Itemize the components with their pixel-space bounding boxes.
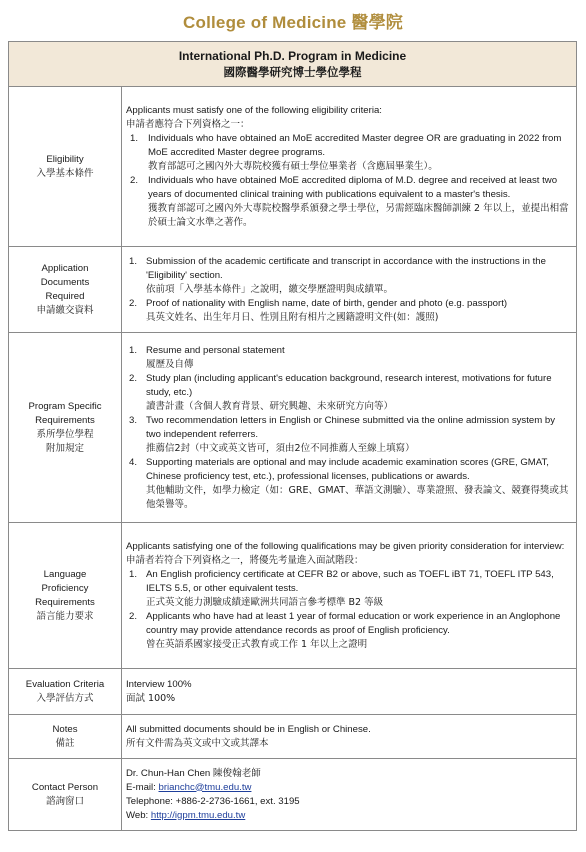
notes-label-zh: 備註: [55, 737, 75, 749]
evaluation-text-en: Interview 100%: [126, 678, 192, 690]
language-label-en-2: Proficiency: [41, 582, 89, 594]
program-specific-label-en-2: Requirements: [35, 414, 95, 426]
college-title: College of Medicine 醫學院: [183, 13, 403, 32]
application-content: [122, 247, 577, 333]
list-item-text-en: Resume and personal statement: [146, 344, 285, 356]
list-item: [126, 344, 570, 372]
application-label-en-3: Required: [45, 290, 85, 302]
program-header: [9, 42, 577, 87]
table-header-row: [9, 42, 577, 87]
contact-content: [122, 759, 577, 831]
application-list: [126, 255, 570, 325]
language-label: [9, 523, 122, 669]
language-label-zh: 語言能力要求: [36, 610, 94, 622]
contact-email-link[interactable]: brianchc@tmu.edu.tw: [158, 781, 252, 793]
application-label-en-2: Documents: [40, 276, 90, 288]
list-item-text-en: Individuals who have obtained MoE accredited diploma of M.D. degree and received at least two years of documented clinical training with publications equivalent to a master's thesis.: [148, 174, 558, 200]
evaluation-row: [9, 669, 577, 715]
list-item: [126, 610, 570, 652]
program-title-en: International Ph.D. Program in Medicine: [178, 49, 407, 63]
list-item-number: 4.: [129, 456, 138, 468]
application-row: [9, 247, 577, 333]
list-item: [126, 297, 570, 325]
program-specific-list: [126, 344, 570, 512]
evaluation-label-en: Evaluation Criteria: [25, 678, 105, 690]
language-intro-zh: 申請者若符合下列資格之一，將優先考量進入面試階段：: [126, 554, 364, 566]
list-item: [126, 174, 570, 230]
evaluation-label: [9, 669, 122, 715]
list-item: [126, 372, 570, 414]
program-specific-label: [9, 333, 122, 523]
eligibility-intro-zh: 申請者應符合下列資格之一：: [126, 118, 250, 130]
list-item-text-zh: 依前項「入學基本條件」之說明，繳交學歷證明與成績單。: [146, 283, 394, 295]
list-item-number: 2.: [129, 610, 138, 622]
list-item: [126, 414, 570, 456]
language-label-en-1: Language: [43, 568, 87, 580]
notes-text-en: All submitted documents should be in English or Chinese.: [126, 723, 371, 735]
contact-web-line: [126, 809, 570, 823]
list-item: [126, 568, 570, 610]
contact-phone: Telephone: +886-2-2736-1661, ext. 3195: [126, 795, 300, 807]
notes-row: [9, 715, 577, 759]
list-item-number: 1.: [129, 568, 138, 580]
list-item-text-zh: 曾在英語系國家接受正式教育或工作 1 年以上之證明: [146, 638, 368, 650]
list-item-text-en: Submission of the academic certificate and transcript in accordance with the instructions in the 'Eligibility' section.: [146, 255, 546, 281]
list-item-text-en: Supporting materials are optional and may include academic examination scores (GRE, GMAT, Chinese proficiency test, etc.), professional licenses, publications or awards.: [146, 456, 549, 482]
list-item-text-en: Applicants who have had at least 1 year of formal education or work experience in an Anglophone country may provide attendance records as proof of English proficiency.: [146, 610, 561, 636]
list-item-text-zh: 獲教育部認可之國內外大專院校醫學系頒發之學士學位，另需經臨床醫師訓練 2 年以上，並提出相當於碩士論文水準之著作。: [148, 202, 569, 228]
contact-label-en: Contact Person: [31, 781, 99, 793]
notes-text-zh: 所有文件需為英文或中文或其譯本: [126, 737, 269, 749]
list-item-text-en: Proof of nationality with English name, date of birth, gender and photo (e.g. passport): [146, 297, 508, 309]
language-list: [126, 568, 570, 652]
list-item-text-zh: 推薦信2封（中文或英文皆可，須由2位不同推薦人至線上填寫）: [146, 442, 415, 454]
eligibility-label: [9, 87, 122, 247]
list-item-text-zh: 其他輔助文件，如學力檢定（如：GRE、GMAT、華語文測驗）、專業證照、發表論文、競賽得獎或其他榮譽等。: [146, 484, 569, 510]
contact-web-link[interactable]: http://igpm.tmu.edu.tw: [150, 809, 246, 821]
list-item-number: 2.: [130, 174, 139, 186]
language-row: [9, 523, 577, 669]
list-item-text-zh: 讀書計畫（含個人教育背景、研究興趣、未來研究方向等）: [146, 400, 394, 412]
program-specific-label-zh-1: 系所學位學程: [36, 428, 94, 440]
evaluation-content: [122, 669, 577, 715]
list-item-number: 2.: [129, 372, 138, 384]
notes-label-en: Notes: [52, 723, 78, 735]
eligibility-label-en: Eligibility: [46, 153, 84, 165]
contact-web-label: Web:: [126, 809, 151, 821]
contact-email-label: E-mail:: [126, 781, 159, 793]
evaluation-label-zh: 入學評估方式: [36, 692, 94, 704]
list-item-number: 1.: [130, 132, 139, 144]
eligibility-row: [9, 87, 577, 247]
eligibility-list: [126, 132, 570, 230]
list-item-text-zh: 教育部認可之國內外大專院校獲有碩士學位畢業者（含應屆畢業生）。: [148, 160, 438, 172]
list-item-number: 1.: [129, 255, 138, 267]
application-label: [9, 247, 122, 333]
list-item-number: 1.: [129, 344, 138, 356]
contact-email-line: [126, 781, 570, 795]
language-label-en-3: Requirements: [35, 596, 95, 608]
application-label-zh: 申請繳交資料: [36, 304, 94, 316]
program-specific-label-en-1: Program Specific: [28, 400, 102, 412]
application-label-en-1: Application: [41, 262, 89, 274]
program-requirements-table: [8, 41, 577, 831]
notes-content: [122, 715, 577, 759]
eligibility-content: [122, 87, 577, 247]
notes-label: [9, 715, 122, 759]
language-intro-en: Applicants satisfying one of the following qualifications may be given priority consideration for interview:: [126, 540, 565, 552]
contact-name: Dr. Chun-Han Chen 陳俊翰老師: [126, 767, 261, 779]
eligibility-intro-en: Applicants must satisfy one of the following eligibility criteria:: [126, 104, 382, 116]
list-item-text-zh: 具英文姓名、出生年月日、性別且附有相片之國籍證明文件(如：護照): [146, 311, 439, 323]
program-specific-label-zh-2: 附加規定: [45, 442, 84, 454]
list-item-text-zh: 履歷及自傳: [146, 358, 194, 370]
list-item-text-zh: 正式英文能力測驗成績達歐洲共同語言參考標準 B2 等級: [146, 596, 384, 608]
list-item: [126, 132, 570, 174]
program-title-zh: 國際醫學研究博士學位學程: [223, 65, 362, 79]
contact-label-zh: 諮詢窗口: [45, 795, 84, 807]
program-specific-row: [9, 333, 577, 523]
list-item: [126, 255, 570, 297]
list-item-text-en: An English proficiency certificate at CEFR B2 or above, such as TOEFL iBT 71, TOEFL ITP 543, IELTS 5.5, or other equivalent tests.: [146, 568, 554, 594]
contact-row: [9, 759, 577, 831]
list-item-number: 3.: [129, 414, 138, 426]
program-specific-content: [122, 333, 577, 523]
list-item-number: 2.: [129, 297, 138, 309]
list-item-text-en: Individuals who have obtained an MoE accredited Master degree OR are graduating in 2022 from MoE accredited Master degree programs.: [148, 132, 562, 158]
evaluation-text-zh: 面試 100%: [126, 692, 176, 704]
list-item: [126, 456, 570, 512]
contact-label: [9, 759, 122, 831]
language-content: [122, 523, 577, 669]
list-item-text-en: Two recommendation letters in English or Chinese submitted via the online admission system by two independent referrers.: [146, 414, 555, 440]
list-item-text-en: Study plan (including applicant's education background, research interest, motivations for future study, etc.): [146, 372, 552, 398]
eligibility-label-zh: 入學基本條件: [36, 167, 94, 179]
